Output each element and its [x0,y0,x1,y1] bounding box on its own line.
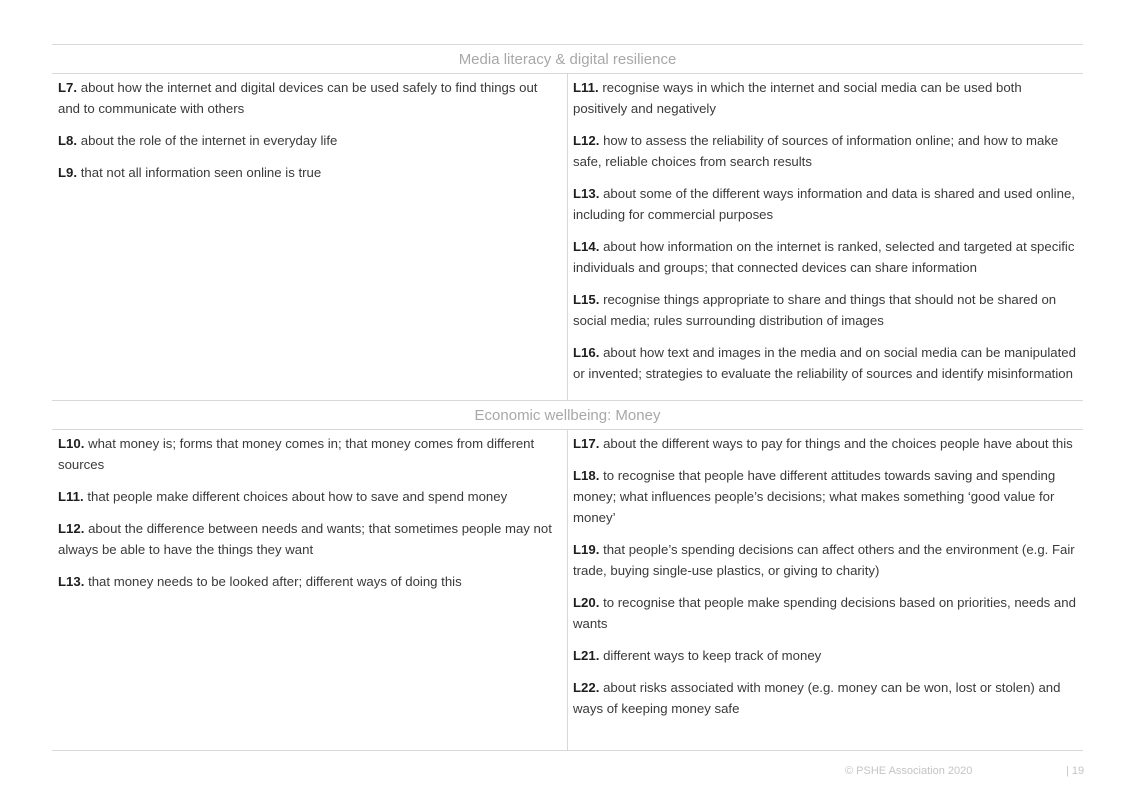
section-table [52,74,1083,401]
objective-item [573,592,1079,634]
objective-code: L13. [58,574,85,589]
document-page [52,44,1083,751]
objective-text: about how text and images in the media and on social media can be manipulated or invented; strategies to evaluate the reliability of sources and identify misinformation [573,345,1076,381]
objective-text: to recognise that people have different attitudes towards saving and spending money; what influences people’s decisions; what makes something ‘good value for money’ [573,468,1056,525]
objective-item [58,162,561,183]
objective-text: about how information on the internet is ranked, selected and targeted at specific individuals and groups; that connected devices can share information [573,239,1075,275]
section-title: Media literacy & digital resilience [52,45,1083,74]
objective-code: L14. [573,239,600,254]
objective-item [573,289,1079,331]
objective-code: L12. [58,521,85,536]
objective-text: that people make different choices about how to save and spend money [87,489,508,504]
section-media-literacy [52,45,1083,401]
page-number: | 19 [1066,765,1085,777]
objective-text: that people’s spending decisions can affect others and the environment (e.g. Fair trade, buying single-use plastics, or giving to charity) [573,542,1075,578]
right-column [568,74,1083,400]
footer-copyright: © PSHE Association 2020 [845,765,973,777]
objective-text: about the difference between needs and wants; that sometimes people may not always be able to have the things they want [58,521,552,557]
objective-code: L15. [573,292,600,307]
objective-code: L12. [573,133,600,148]
objective-text: what money is; forms that money comes in; that money comes from different sources [58,436,535,472]
objective-item [573,342,1079,384]
objective-code: L20. [573,595,600,610]
objective-text: recognise ways in which the internet and social media can be used both positively and negatively [573,80,1022,116]
objective-text: about the role of the internet in everyday life [80,133,338,148]
objective-code: L7. [58,80,78,95]
objective-code: L19. [573,542,600,557]
section-economic-wellbeing [52,401,1083,751]
objective-text: how to assess the reliability of sources of information online; and how to make safe, reliable choices from search results [573,133,1059,169]
objective-text: to recognise that people make spending decisions based on priorities, needs and wants [573,595,1076,631]
objective-text: about the different ways to pay for things and the choices people have about this [603,436,1073,451]
objective-item [573,645,1079,666]
section-table [52,430,1083,751]
objective-item [573,465,1079,528]
objective-text: recognise things appropriate to share and things that should not be shared on social media; rules surrounding distribution of images [573,292,1057,328]
objective-code: L18. [573,468,600,483]
objective-code: L11. [58,489,84,504]
objective-code: L22. [573,680,600,695]
objective-item [573,539,1079,581]
objective-item [573,433,1079,454]
objective-text: that money needs to be looked after; different ways of doing this [88,574,462,589]
objective-text: about risks associated with money (e.g. money can be won, lost or stolen) and ways of keeping money safe [573,680,1061,716]
objective-code: L13. [573,186,600,201]
section-title: Economic wellbeing: Money [52,401,1083,430]
objective-item [58,77,561,119]
objective-code: L17. [573,436,600,451]
objective-item [58,486,561,507]
objective-item [573,183,1079,225]
left-column [52,74,568,400]
objective-item [58,518,561,560]
objective-code: L11. [573,80,599,95]
objective-item [58,130,561,151]
objective-code: L21. [573,648,600,663]
left-column [52,430,568,750]
objective-code: L8. [58,133,78,148]
objective-text: about some of the different ways information and data is shared and used online, including for commercial purposes [573,186,1075,222]
objective-item [573,236,1079,278]
objective-text: different ways to keep track of money [603,648,822,663]
objective-item [573,677,1079,719]
objective-code: L16. [573,345,600,360]
objective-code: L9. [58,165,78,180]
objective-item [58,433,561,475]
objective-text: that not all information seen online is true [80,165,322,180]
objective-item [58,571,561,592]
objective-item [573,77,1079,119]
right-column [568,430,1083,750]
objective-text: about how the internet and digital devices can be used safely to find things out and to communicate with others [58,80,538,116]
objective-item [573,130,1079,172]
objective-code: L10. [58,436,85,451]
